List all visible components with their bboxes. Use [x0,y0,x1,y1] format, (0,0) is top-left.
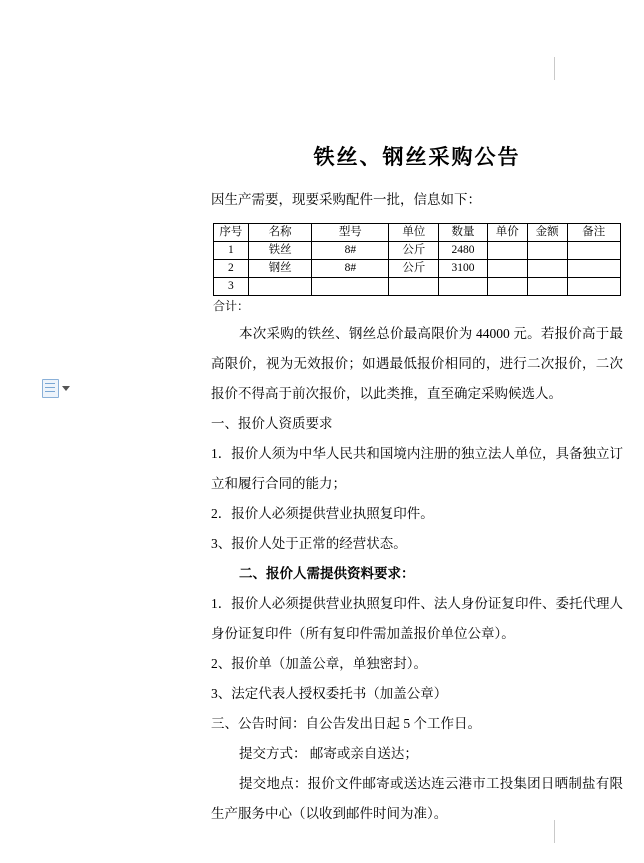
cell-price [487,260,527,278]
cell-seq: 2 [214,260,249,278]
cell-model: 8# [312,242,389,260]
paragraph-submit-method: 提交方式： 邮寄或亲自送达； [239,746,418,761]
cell-remark [567,260,620,278]
cell-amount [527,260,567,278]
cell-remark [567,278,620,296]
cell-amount [527,242,567,260]
table-header-model: 型号 [312,224,389,242]
paragraph-announcement-time: 三、公告时间：自公告发出日起 5 个工作日。 [211,716,481,731]
paragraph-qual-2: 2．报价人必须提供营业执照复印件。 [211,506,434,521]
table-row [214,260,621,278]
cell-remark [567,242,620,260]
paragraph-price-cap: 本次采购的铁丝、钢丝总价最高限价为 44000 元。若报价高于最高限价，视为无效报价；如遇最低报价相同的，进行二次报价，二次报价不得高于前次报价，以此类推，直至确定采购候选人。 [211,326,623,401]
cell-model: 8# [312,260,389,278]
document-body [211,119,623,829]
document-paragraphs [211,319,623,829]
cell-unit [389,278,439,296]
table-header-seq: 序号 [214,224,249,242]
paragraph-qual-3: 3、报价人处于正常的经营状态。 [211,536,407,551]
cell-price [487,278,527,296]
table-row [214,278,621,296]
cell-price [487,242,527,260]
office-document-icon[interactable] [42,378,72,398]
paragraph-materials-3: 3、法定代表人授权委托书（加盖公章） [211,686,448,701]
table-header-price: 单价 [487,224,527,242]
cell-seq: 1 [214,242,249,260]
paragraph-materials-1: 1．报价人必须提供营业执照复印件、法人身份证复印件、委托代理人身份证复印件（所有复印件需加盖报价单位公章）。 [211,596,623,641]
cell-qty: 3100 [439,260,487,278]
heading-qualification: 一、报价人资质要求 [211,416,333,431]
table-header-remark: 备注 [567,224,620,242]
table-header-amount: 金额 [527,224,567,242]
cell-model [312,278,389,296]
table-total-label: 合计： [213,299,250,313]
cell-unit: 公斤 [389,242,439,260]
cell-name: 铁丝 [248,242,312,260]
cell-amount [527,278,567,296]
heading-materials: 二、报价人需提供资料要求： [239,566,415,581]
chevron-down-icon[interactable] [62,386,70,391]
document-sheet-icon [42,379,59,398]
document-page [93,57,623,863]
table-header-unit: 单位 [389,224,439,242]
table-header-qty: 数量 [439,224,487,242]
table-header-row [214,224,621,242]
page-title: 铁丝、钢丝采购公告 [313,145,521,169]
procurement-table [213,223,621,296]
table-header-name: 名称 [248,224,312,242]
cell-name [248,278,312,296]
paragraph-qual-1: 1．报价人须为中华人民共和国境内注册的独立法人单位，具备独立订立和履行合同的能力； [211,446,623,491]
cell-qty [439,278,487,296]
cell-name: 钢丝 [248,260,312,278]
table-row [214,242,621,260]
cell-qty: 2480 [439,242,487,260]
paragraph-materials-2: 2、报价单（加盖公章，单独密封）。 [211,656,427,671]
lead-paragraph: 因生产需要，现要采购配件一批，信息如下： [211,192,481,207]
cell-seq: 3 [214,278,249,296]
cell-unit: 公斤 [389,260,439,278]
paragraph-submit-location: 提交地点：报价文件邮寄或送达连云港市工投集团日晒制盐有限生产服务中心（以收到邮件时间为准）。 [211,776,623,821]
